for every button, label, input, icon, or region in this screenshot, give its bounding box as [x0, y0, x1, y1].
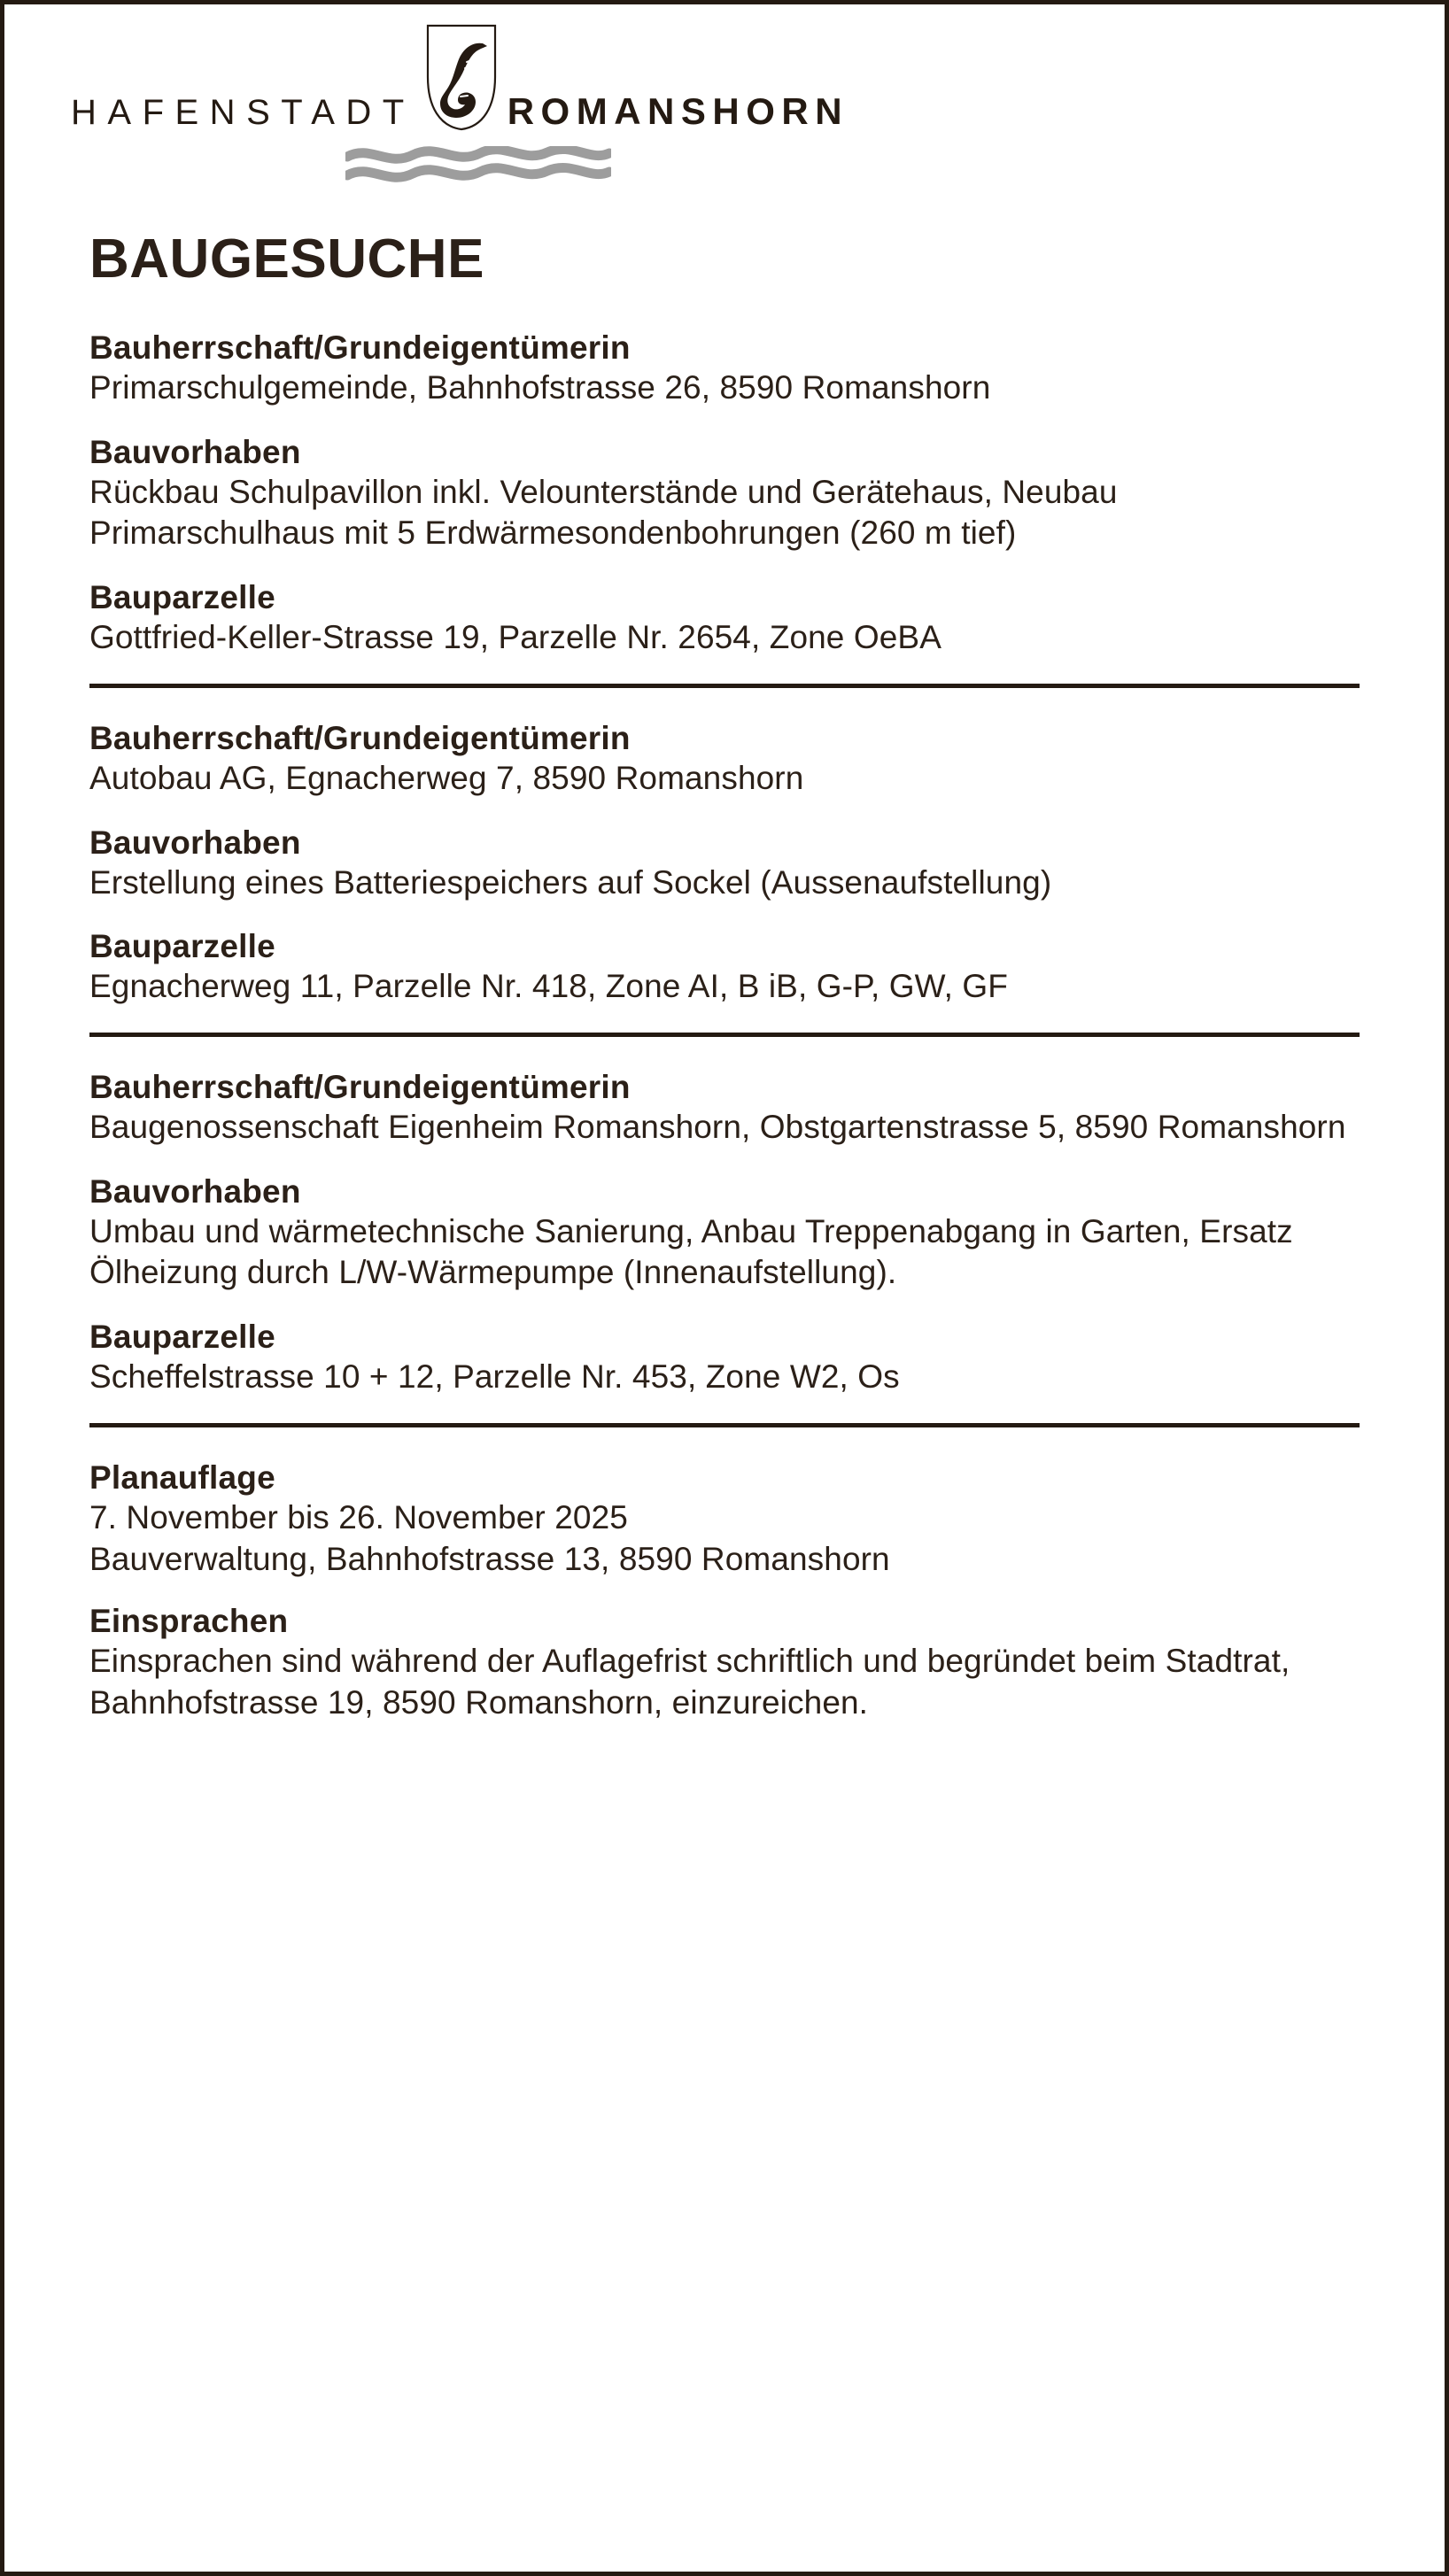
plan-display-label: Planauflage	[89, 1458, 275, 1496]
logo-header	[4, 4, 1445, 195]
parcel-label: Bauparzelle	[89, 579, 275, 616]
water-waves-icon	[345, 146, 611, 187]
owner-label: Bauherrschaft/Grundeigentümerin	[89, 329, 631, 366]
project-label: Bauvorhaben	[89, 1172, 301, 1210]
project-value: Rückbau Schulpavillon inkl. Velounterstände und Gerätehaus, Neubau Primarschulhaus mit 5 Erdwärmesondenbohrungen (260 m tief)	[89, 473, 1118, 552]
owner-value: Baugenossenschaft Eigenheim Romanshorn, Obstgartenstrasse 5, 8590 Romanshorn	[89, 1109, 1346, 1146]
project-label: Bauvorhaben	[89, 824, 301, 861]
owner-value: Autobau AG, Egnacherweg 7, 8590 Romanshorn	[89, 759, 804, 796]
logo-word-hafenstadt: HAFENSTADT	[71, 93, 415, 132]
footer-divider	[89, 1423, 1360, 1427]
owner-value: Primarschulgemeinde, Bahnhofstrasse 26, 8590 Romanshorn	[89, 369, 991, 406]
building-application-entry	[89, 328, 1360, 659]
notice-content	[4, 228, 1445, 1724]
plan-display-dates: 7. November bis 26. November 2025	[89, 1498, 628, 1536]
parcel-value: Egnacherweg 11, Parzelle Nr. 418, Zone AI, B iB, G-P, GW, GF	[89, 968, 1008, 1005]
parcel-label: Bauparzelle	[89, 928, 275, 965]
project-value: Erstellung eines Batteriespeichers auf Sockel (Aussenaufstellung)	[89, 863, 1052, 901]
plan-display-section	[89, 1458, 1360, 1724]
objections-label: Einsprachen	[89, 1603, 289, 1640]
owner-label: Bauherrschaft/Grundeigentümerin	[89, 719, 631, 756]
logo-word-romanshorn: ROMANSHORN	[507, 90, 849, 132]
building-application-entry	[89, 718, 1360, 1008]
entry-divider	[89, 1033, 1360, 1037]
objections-text: Einsprachen sind während der Auflagefrist schriftlich und begründet beim Stadtrat, Bahnhofstrasse 19, 8590 Romanshorn, einzureichen.	[89, 1643, 1290, 1721]
owner-label: Bauherrschaft/Grundeigentümerin	[89, 1069, 631, 1106]
romanshorn-coat-of-arms-horn-icon	[421, 22, 502, 133]
parcel-value: Scheffelstrasse 10 + 12, Parzelle Nr. 453, Zone W2, Os	[89, 1358, 900, 1396]
parcel-value: Gottfried-Keller-Strasse 19, Parzelle Nr. 2654, Zone OeBA	[89, 619, 941, 656]
logo-lockup	[4, 44, 1445, 133]
plan-display-office: Bauverwaltung, Bahnhofstrasse 13, 8590 Romanshorn	[89, 1540, 890, 1577]
page-title: BAUGESUCHE	[89, 228, 484, 290]
parcel-label: Bauparzelle	[89, 1319, 275, 1356]
project-value: Umbau und wärmetechnische Sanierung, Anbau Treppenabgang in Garten, Ersatz Ölheizung durch L/W-Wärmepumpe (Innenaufstellung).	[89, 1212, 1293, 1291]
project-label: Bauvorhaben	[89, 433, 301, 470]
building-application-entry	[89, 1067, 1360, 1398]
entry-divider	[89, 684, 1360, 688]
